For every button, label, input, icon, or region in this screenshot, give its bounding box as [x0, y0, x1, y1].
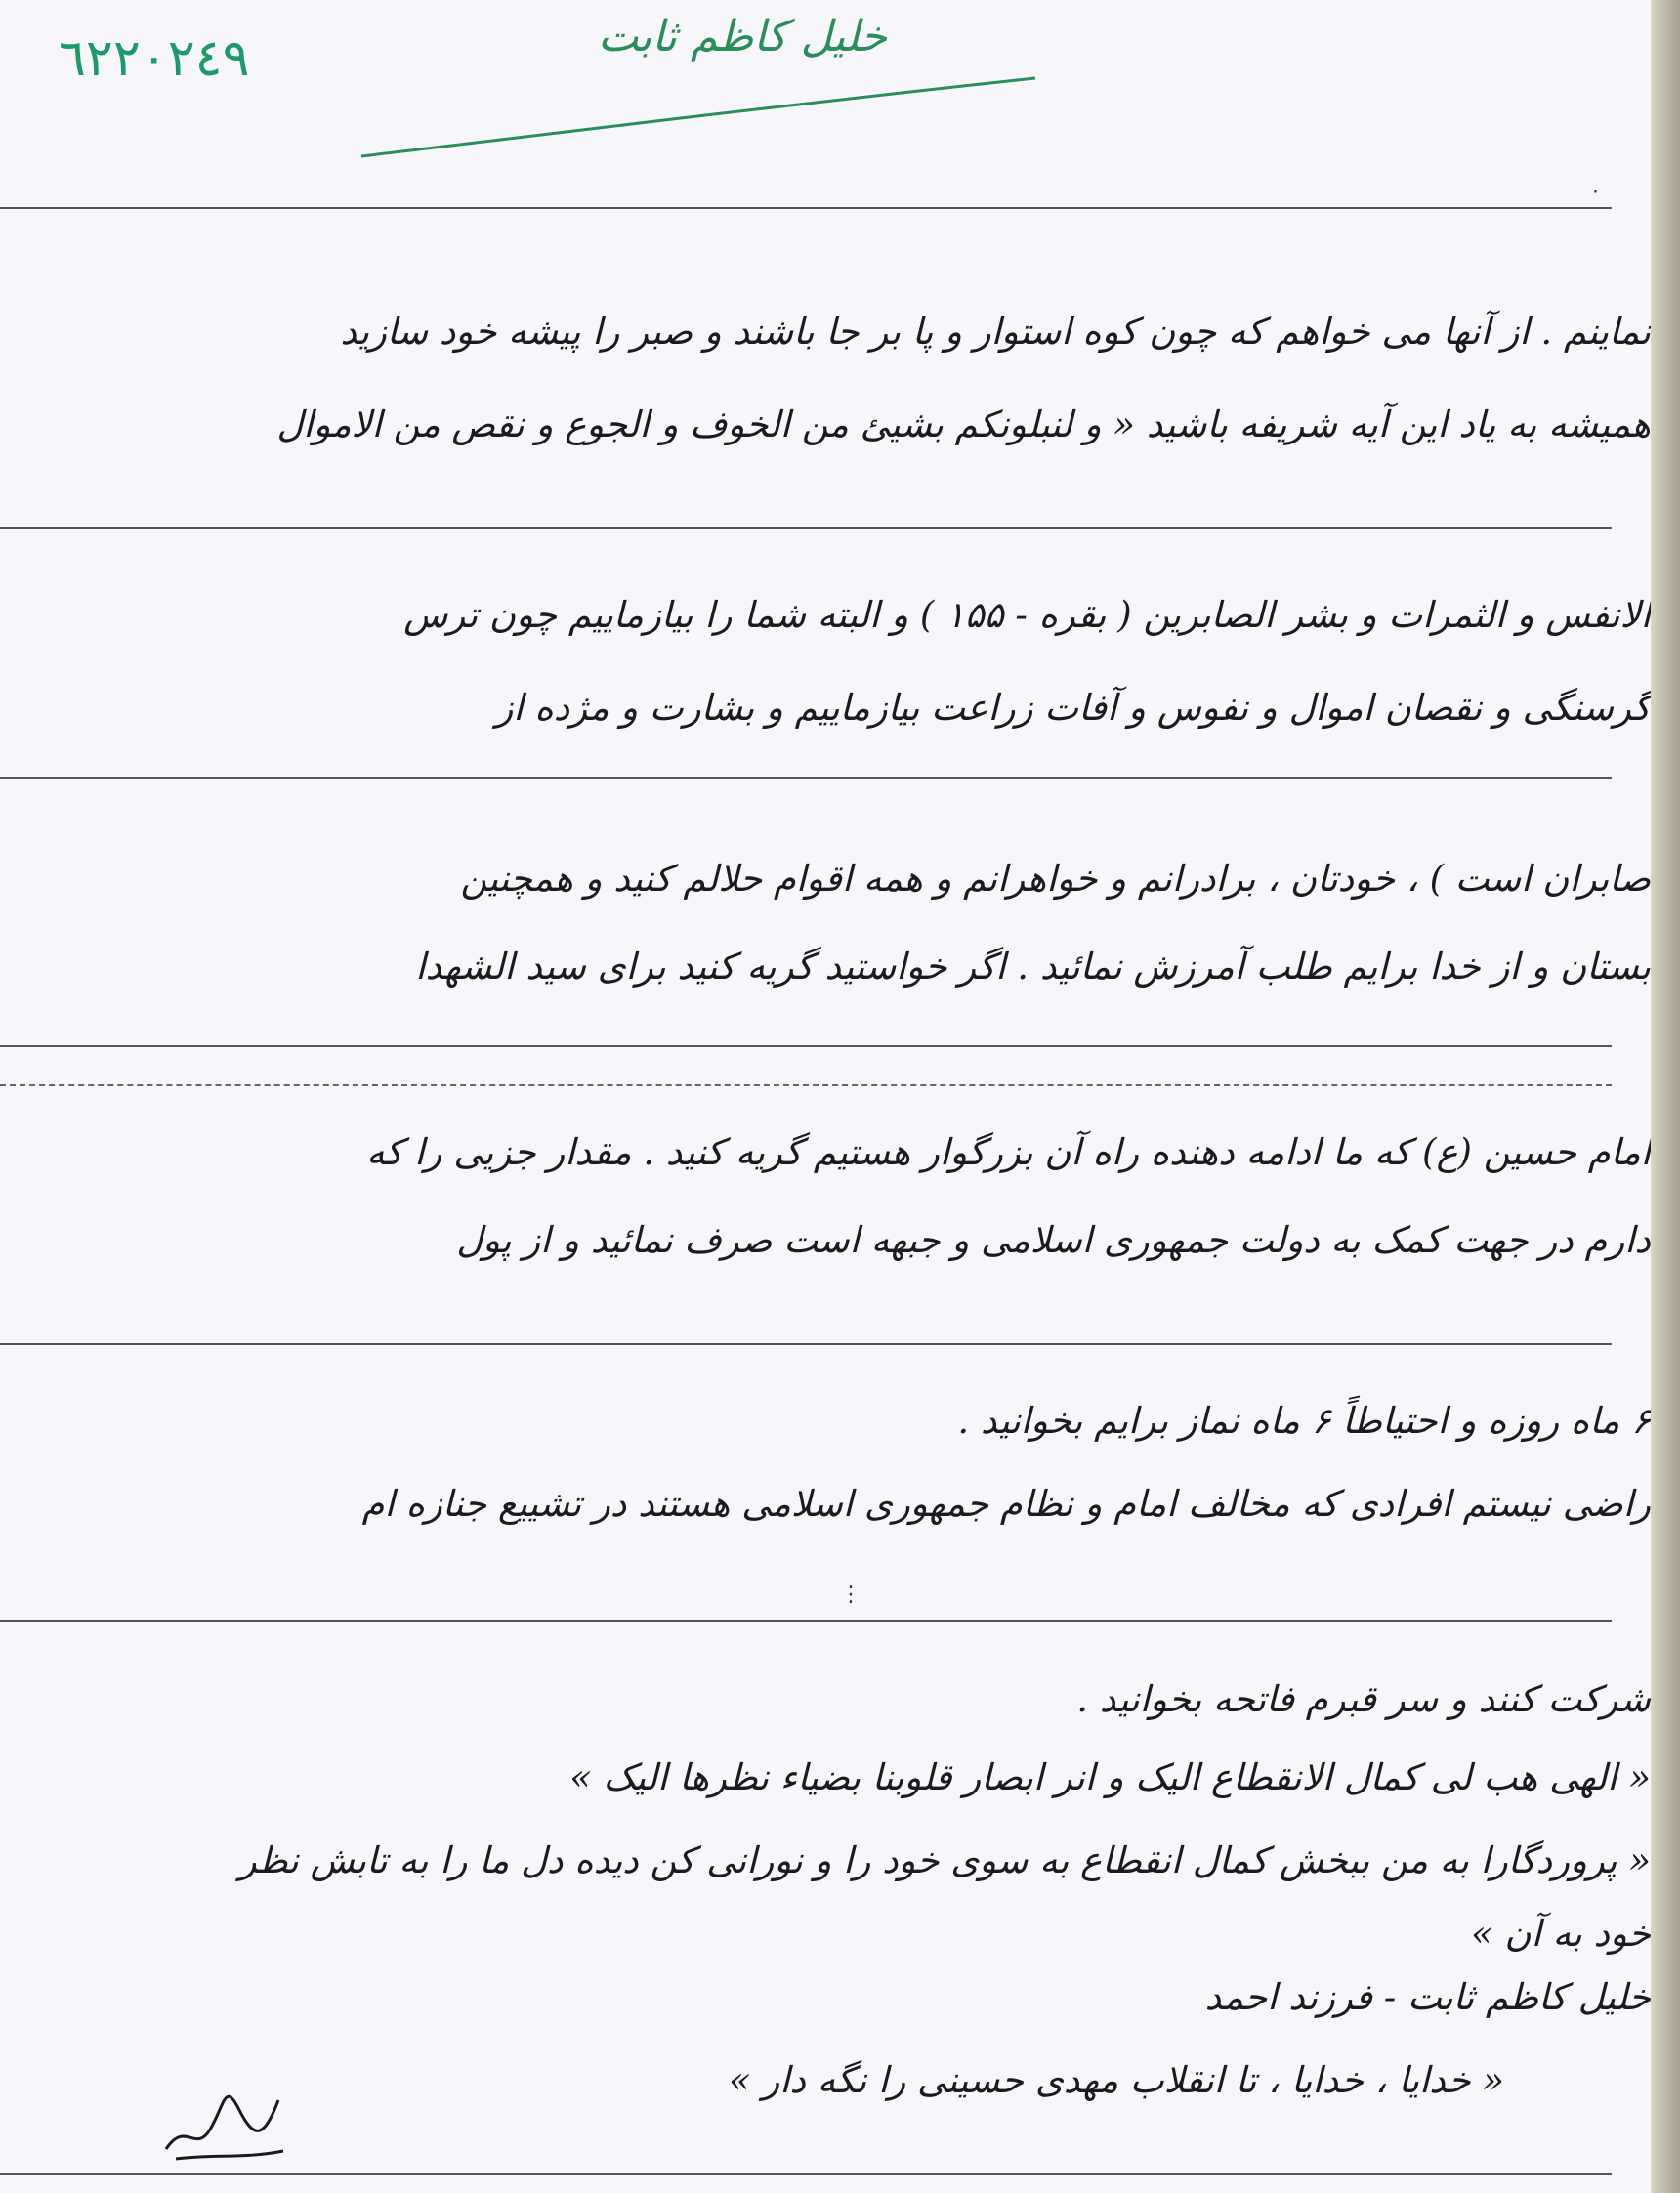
text-line: گرسنگی و نقصان اموال و نفوس و آفات زراعت بیازماییم و بشارت و مژده از	[495, 687, 1651, 729]
text-line: ۶ ماه روزه و احتیاطاً ۶ ماه نماز برایم بخوانید .	[957, 1400, 1651, 1442]
author-name-heading: خلیل کاظم ثابت	[597, 12, 888, 62]
text-line: بستان و از خدا برایم طلب آمرزش نمائید . اگر خواستید گریه کنید برای سید الشهدا	[415, 946, 1651, 988]
text-line: امام حسین (ع) که ما ادامه دهنده راه آن بزرگوار هستیم گریه کنید . مقدار جزیی را که	[366, 1131, 1651, 1173]
text-line: شرکت کنند و سر قبرم فاتحه بخوانید .	[1076, 1678, 1651, 1720]
page-binding-edge	[1651, 0, 1680, 2193]
ruled-line	[0, 777, 1612, 779]
text-line: همیشه به یاد این آیه شریفه باشید « و لنبلونکم بشیئ من الخوف و الجوع و نقص من الاموال	[276, 403, 1651, 445]
ruled-line	[0, 1045, 1612, 1047]
stray-mark: ⋮	[840, 1582, 861, 1607]
text-line: صابران است ) ، خودتان ، برادرانم و خواهرانم و همه اقوام حلالم کنید و همچنین	[460, 858, 1651, 900]
ruled-line	[0, 207, 1612, 209]
text-line: الانفس و الثمرات و بشر الصابرین ( بقره - ۱۵۵ ) و البته شما را بیازماییم چون ترس	[403, 594, 1651, 636]
closing-prayer: « خدایا ، خدایا ، تا انقلاب مهدی حسینی را نگه دار »	[728, 2059, 1504, 2101]
text-line: « الهی هب لی کمال الانقطاع الیک و انر ابصار قلوبنا بضیاء نظرها الیک »	[569, 1756, 1651, 1798]
handwritten-signature	[156, 2061, 293, 2169]
ruled-line	[0, 1084, 1612, 1086]
text-line: « پروردگارا به من ببخش کمال انقطاع به سوی خود را و نورانی کن دیده دل ما را به تابش نظر	[238, 1839, 1651, 1881]
document-number: ٦٢٢٠٢٤٩	[59, 29, 250, 88]
text-line: دارم در جهت کمک به دولت جمهوری اسلامی و جبهه است صرف نمائید و از پول	[456, 1219, 1651, 1261]
stray-mark: ·	[1592, 181, 1599, 205]
text-line: نماینم . از آنها می خواهم که چون کوه استوار و پا بر جا باشند و صبر را پیشه خود سازید	[340, 311, 1651, 353]
text-line: خود به آن »	[1471, 1913, 1651, 1955]
heading-underline	[352, 68, 1055, 166]
ruled-line	[0, 1620, 1612, 1622]
ruled-line	[0, 527, 1612, 529]
text-line: راضی نیستم افرادی که مخالف امام و نظام جمهوری اسلامی هستند در تشییع جنازه ام	[361, 1483, 1651, 1525]
signatory-name: خلیل کاظم ثابت - فرزند احمد	[1204, 1976, 1651, 2018]
ruled-line	[0, 1343, 1612, 1345]
ruled-line	[0, 2173, 1612, 2175]
